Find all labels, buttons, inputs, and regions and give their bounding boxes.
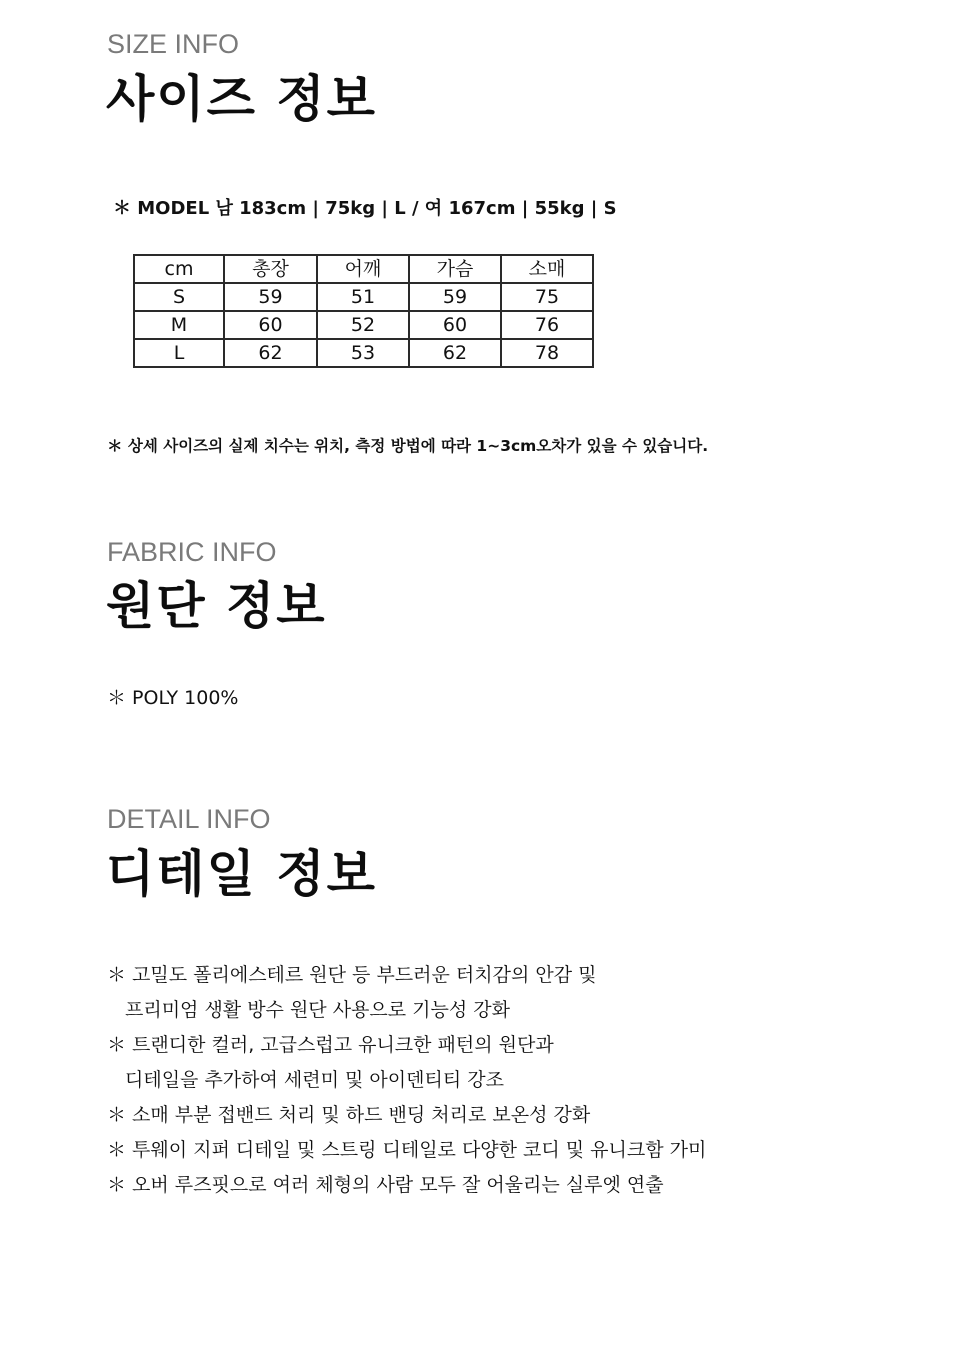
table-cell: 51: [317, 283, 409, 311]
list-item: ＊ 고밀도 폴리에스테르 원단 등 부드러운 터치감의 안감 및: [107, 964, 597, 986]
list-item: 프리미엄 생활 방수 원단 사용으로 기능성 강화: [125, 999, 510, 1021]
list-item: ＊ 트랜디한 컬러, 고급스럽고 유니크한 패턴의 원단과: [107, 1034, 554, 1056]
list-item: ＊ 소매 부분 접밴드 처리 및 하드 밴딩 처리로 보온성 강화: [107, 1104, 591, 1126]
table-cell: 62: [224, 339, 317, 367]
list-item: 디테일을 추가하여 세련미 및 아이덴티티 강조: [125, 1069, 504, 1091]
table-cell: 53: [317, 339, 409, 367]
size-table-header: 소매: [501, 255, 593, 283]
size-info-label: SIZE INFO: [107, 29, 240, 59]
fabric-info-label: FABRIC INFO: [107, 537, 277, 567]
table-cell: 59: [224, 283, 317, 311]
size-table-header: 가슴: [409, 255, 501, 283]
size-table-header: cm: [134, 255, 224, 283]
size-table-header: 어깨: [317, 255, 409, 283]
table-cell: 75: [501, 283, 593, 311]
detail-list: [107, 962, 706, 1207]
table-cell: 62: [409, 339, 501, 367]
model-spec: ＊ MODEL 남 183cm | 75kg | L / 여 167cm | 55kg | S: [113, 198, 617, 219]
detail-info-label: DETAIL INFO: [107, 804, 271, 834]
table-cell: S: [134, 283, 224, 311]
table-cell: 78: [501, 339, 593, 367]
table-cell: 60: [409, 311, 501, 339]
detail-info-title: 디테일 정보: [106, 845, 377, 903]
size-info-title: 사이즈 정보: [106, 70, 377, 128]
table-cell: 52: [317, 311, 409, 339]
list-item: ＊ 오버 루즈핏으로 여러 체형의 사람 모두 잘 어울리는 실루엣 연출: [107, 1174, 664, 1196]
table-row: [134, 311, 593, 339]
table-cell: 60: [224, 311, 317, 339]
table-cell: M: [134, 311, 224, 339]
size-table-header: 총장: [224, 255, 317, 283]
fabric-info-title: 원단 정보: [106, 577, 327, 635]
table-row: [134, 283, 593, 311]
size-table-header-row: [134, 255, 593, 283]
table-cell: 59: [409, 283, 501, 311]
table-row: [134, 339, 593, 367]
fabric-composition: ＊ POLY 100%: [107, 687, 239, 709]
table-cell: L: [134, 339, 224, 367]
list-item: ＊ 투웨이 지퍼 디테일 및 스트링 디테일로 다양한 코디 및 유니크함 가미: [107, 1139, 707, 1161]
size-table: [133, 254, 594, 368]
table-cell: 76: [501, 311, 593, 339]
size-note: ＊ 상세 사이즈의 실제 치수는 위치, 측정 방법에 따라 1~3cm오차가 있을 수 있습니다.: [107, 437, 709, 455]
